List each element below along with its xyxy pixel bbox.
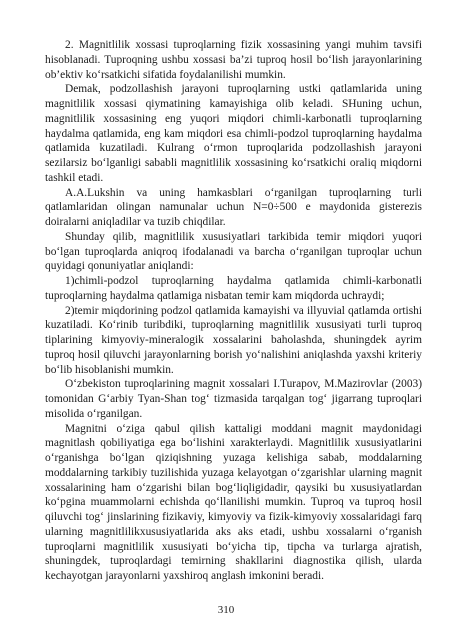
paragraph-item-1: 1)chimli-podzol tuproqlarning haydalma qatlamida chimli-karbonatli tuproqlarning haydalma qatlamiga nisbatan temir kam miqdorda uchraydi;	[45, 275, 422, 302]
body-text	[45, 38, 422, 584]
page-number: 310	[217, 604, 235, 616]
paragraph-summary: Shunday qilib, magnitlilik xususiyatlari tarkibida temir miqdori yuqori bo‘lgan tuproqlarda aniqroq ifodalanadi va barcha o‘rganilgan tuproqlar uchun quyidagi qonuniyatlar aniqlandi:	[45, 230, 422, 273]
paragraph-podzolization: Demak, podzollashish jarayoni tuproqlarning ustki qatlamlarida uning magnitlilik xossasi qiymatining kamayishiga olib keladi. SHuning uchun, magnitlilik xossasining eng yuqori miqdori chimli-karbonatli tuproqlarning haydalma qatlamida, eng kam miqdori esa chimli-podzol tuproqlarning haydalma qatlamida kuzatiladi. Kulrang o‘rmon tuproqlarida podzollashish jarayoni sezilarsiz bo‘lganligi sababli magnitlilik xossasining ko‘rsatkichi oraliq miqdorni tashkil etadi.	[45, 83, 422, 184]
paragraph-magnetic-susceptibility: Magnitni o‘ziga qabul qilish kattaligi moddani magnit maydonidagi magnitlash qobiliyatiga ega bo‘lishini xarakterlaydi. Magnitlilik xususiyatlarini o‘rganishga bo‘lgan qiziqishning yuzaga kelishiga sabab, moddalarning moddalarning tarkibiy tuzilishida yuzaga kelayotgan o‘zgarishlar ularning magnit xossalarining ham o‘zgarishi bilan bog‘liqligidadir, qaysiki bu xususiyatlardan ko‘pgina muammolarni echishda qo‘llanilishi mumkin. Tuproq va tuproq hosil qiluvchi tog‘ jinslarining fizikaviy, kimyoviy va fizik-kimyoviy xossalaridagi farq ularning magnitlilikxususiyatlarida aks aks etadi, ushbu xossalarni o‘rganish tuproqlarni magnitlilik xususiyati bo‘yicha tip, tipcha va turlarga ajratish, shuningdek, tuproqlardagi temirning shakllarini diagnostika qilish, ularda kechayotgan jarayonlarni yaxshiroq anglash imkonini beradi.	[45, 422, 422, 582]
paragraph-lukshin: A.A.Lukshin va uning hamkasblari o‘rganilgan tuproqlarning turli qatlamlaridan olingan namunalar uchun N=0÷500 e maydonida gisterezis doiralarni aniqladilar va tuzib chiqdilar.	[45, 186, 422, 228]
paragraph-magnetic-property: 2. Magnitlilik xossasi tuproqlarning fizik xossasining yangi muhim tavsifi hisoblanadi. Tuproqning ushbu xossasi ba’zi tuproq hosil bo‘lish jarayonlarining ob’ektiv ko‘rsatkichi sifatida foydalanilishi mumkin.	[45, 39, 422, 81]
paragraph-uzbekistan: O‘zbekiston tuproqlarining magnit xossalari I.Turapov, M.Mazirovlar (2003) tomonidan G‘arbiy Tyan-Shan tog‘ tizmasida tarqalgan tog‘ jigarrang tuproqlari misolida o‘rganilgan.	[45, 378, 422, 420]
paragraph-item-2: 2)temir miqdorining podzol qatlamida kamayishi va illyuvial qatlamda ortishi kuzatiladi. Ko‘rinib turibdiki, tuproqlarning magnitlilik xususiyati turli tuproq tiplarining kimyoviy-mineralogik xossalarini baholashda, shuningdek ayrim tuproq hosil qiluvchi jarayonlarning borish yo‘nalishini aniqlashda yaxshi kriteriy bo‘lib hisoblanishi mumkin.	[45, 304, 422, 376]
